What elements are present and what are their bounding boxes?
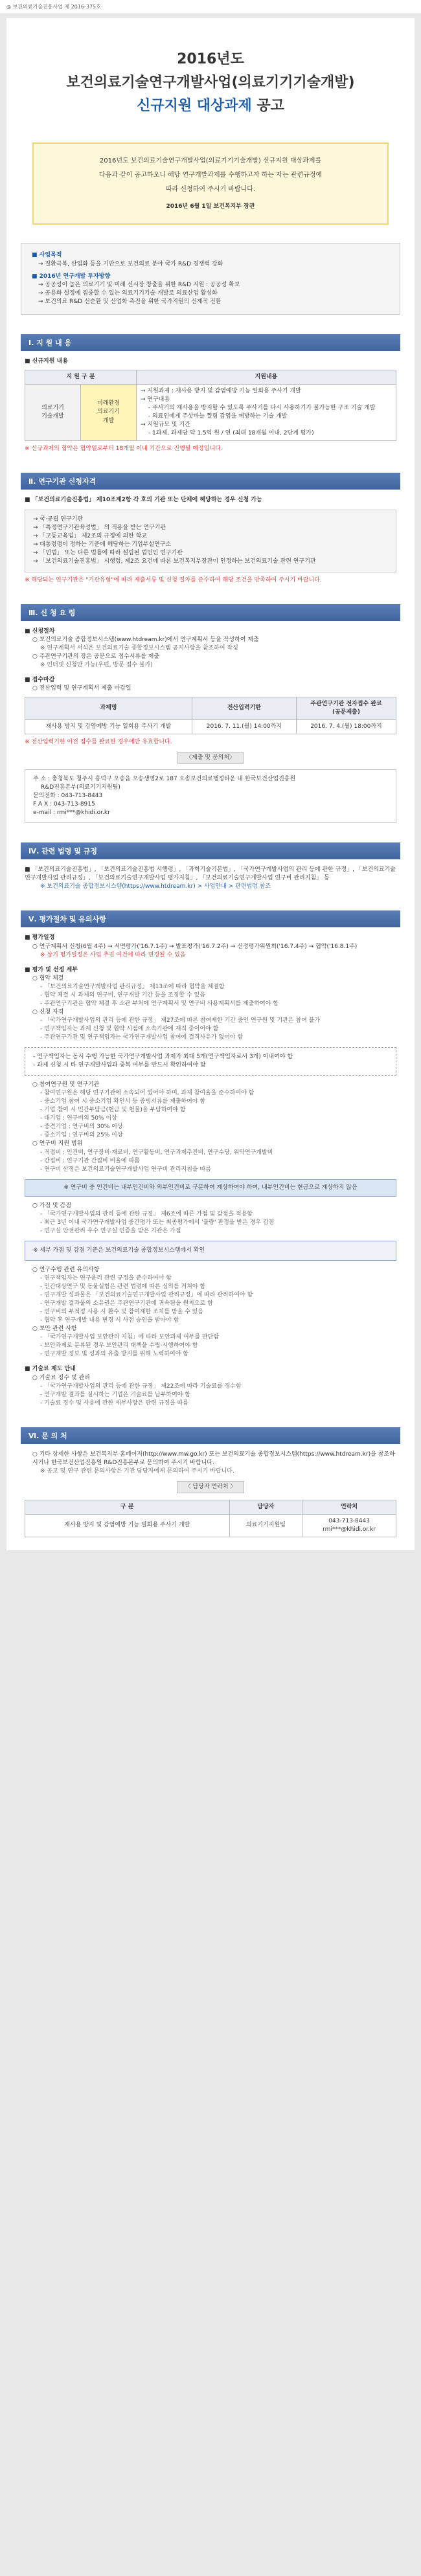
intro-line: 2016년도 보건의료기술연구개발사업(의료기기기술개발) 신규지원 대상과제를 [99,157,322,164]
list-detail: - 연구개발 정보 및 성과의 유출 방지를 위해 노력하여야 함 [40,1351,188,1358]
section-header: Ⅴ. 평가절차 및 유의사항 [21,910,400,927]
dashed-note-box [25,1047,396,1076]
list-item: ○ 보안 관련 사항 [32,1326,77,1333]
table-header: 담당자 [229,1500,302,1514]
title-line-2 [26,96,395,117]
list-detail: - 중견기업 : 연구비의 30% 이상 [40,1124,123,1131]
list-note: ※ 연구계획서 서식은 보건의료기술 종합정보시스템 공지사항을 참조하여 작성 [40,644,238,651]
note: ※ 해당되는 연구기관은 "기관유형"에 따라 제출서류 및 신청 절차를 준수하여 해당 조건을 만족하여 주시기 바랍니다. [25,576,322,583]
title-line-1: 보건의료기술연구개발사업(의료기기기술개발) [66,74,355,91]
table-cell: 의료기기지원팀 [229,1514,302,1537]
subheading: ■ 기술료 제도 안내 [25,1366,76,1373]
list-detail: - 협약 후 연구개발 내용 변경 시 사전 승인을 받아야 함 [40,1317,179,1324]
note: ※ 전산입력기한 이전 접수를 완료한 경우에만 유효합니다. [25,739,172,746]
list-item: → 「고등교육법」 제2조의 규정에 의한 학교 [33,533,147,540]
list-note: ※ 인터넷 신청만 가능(우편, 방문 접수 불가) [40,661,153,668]
list-detail: - 연구책임자는 과제 신청 및 협약 시점에 소속기관에 재직 중이어야 함 [40,1025,219,1032]
table-header: 전산입력기한 [192,697,296,719]
list-item: ○ 신청 자격 [32,1008,64,1015]
eligibility-box [25,510,396,572]
title-block [6,18,415,130]
list-item: ○ 협약 체결 [32,975,64,982]
list-detail: - 기업 참여 시 민간부담금(현금 및 현물)을 부담하여야 함 [40,1107,186,1114]
contact-pill: 〈제출 및 문의처〉 [177,752,244,764]
list-detail: - 협약 체결 시 과제의 연구비, 연구개발 기간 등을 조정할 수 있음 [40,991,205,999]
list-detail: - 인간대상연구 및 동물실험은 관련 법령에 따른 심의를 거쳐야 함 [40,1283,206,1291]
contact-pill: 〈 담당자 연락처 〉 [177,1481,245,1493]
list-detail: - 연구개발 결과물의 소유권은 주관연구기관에 귀속됨을 원칙으로 함 [40,1300,213,1307]
title-rest: 공고 [251,97,284,114]
fax-line: F A X : 043-713-8915 [33,801,95,808]
document-header: ◎ 보건의료기술진흥사업 제 2016-375호 [0,0,421,14]
subheading: ■ 신규지원 내용 [25,357,68,365]
list-detail: - 연구개발 결과를 실시하는 기업은 기술료를 납부하여야 함 [40,1391,190,1398]
list-detail: - 「국가연구개발사업의 관리 등에 관한 규정」 제6조에 따른 가점 및 감점을 적용함 [40,1210,253,1217]
subheading: ■ 「보건의료기술진흥법」 제10조제2항 각 호의 기관 또는 단체에 해당하는 경우 신청 가능 [25,497,262,504]
email-line: e-mail : rmi***@khidi.or.kr [33,809,110,817]
list-item: ○ 참여연구원 및 연구기관 [32,1081,100,1089]
address-box [25,769,396,823]
list-item: ○ 연구비 지원 범위 [32,1140,83,1147]
table-cell: 2016. 7. 11.(월) 14:00까지 [192,719,296,734]
dashed-note-line: - 연구책임자는 동시 수행 가능한 국가연구개발사업 과제가 최대 5개(연구책임자로서 3개) 이내여야 함 [33,1054,293,1061]
list-detail: - 주관연구기관은 협약 체결 후 소관 부처에 연구계획서 및 연구비 사용계획서를 제출하여야 함 [40,1000,279,1007]
deadline-table [25,697,396,734]
list-item: → 국·공립 연구기관 [33,516,83,523]
detail-line: → 지원과제 : 재사용 방지 및 감염예방 기능 일회용 주사기 개발 [140,387,301,394]
table-header: 지원내용 [136,370,396,384]
list-item: ○ 주관연구기관의 장은 공문으로 접수서류를 제출 [32,653,160,660]
list-detail: - 「국가연구개발사업 보안관리 지침」에 따라 보안과제 여부를 판단함 [40,1334,220,1341]
table-cell: 043-713-8443 rmi***@khidi.or.kr [302,1514,396,1537]
list-detail: - 최근 3년 이내 국가연구개발사업 중간평가 또는 최종평가에서 '불량' 판정을 받은 경우 감점 [40,1219,275,1226]
detail-line: → 지원규모 및 기간 [140,422,190,429]
table-header: 과제명 [25,697,192,719]
list-detail: - 주관연구기관 및 연구책임자는 국가연구개발사업 참여에 결격사유가 없어야 함 [40,1034,244,1041]
list-item: ○ 전산입력 및 연구계획서 제출 마감일 [32,684,131,692]
intro-box [32,142,389,225]
contact-table [25,1500,396,1537]
subheading: ■ 접수마감 [25,676,55,683]
table-cell: 2016. 7. 4.(월) 18:00까지 [296,719,396,734]
list-detail: - 참여연구원은 해당 연구기관에 소속되어 있어야 하며, 과제 참여율을 준수하여야 함 [40,1090,255,1097]
table-cell: 재사용 방지 및 감염예방 기능 일회용 주사기 개발 [25,1514,230,1537]
intro-date: 2016년 6월 1일 보건복지부 장관 [166,203,255,210]
list-detail: - 대기업 : 연구비의 50% 이상 [40,1115,117,1122]
summary-line: → 공용화 설정에 집중할 수 있는 의료기기기술 개발로 의료산업 활성화 [38,289,218,297]
section-contact [21,1427,400,1550]
table-cell: 재사용 방지 및 감염예방 기능 일회용 주사기 개발 [25,719,192,734]
section-header: Ⅳ. 관련 법령 및 규정 [21,842,400,859]
subheading: ■ 신청절차 [25,627,55,635]
support-table [25,370,396,441]
list-detail: - 중소기업 : 연구비의 25% 이상 [40,1132,123,1139]
list-item: → 「보건의료기술진흥법」 시행령, 제2조 요건에 따른 보건복지부장관이 인정하는 보건의료기술 관련 연구기관 [33,558,316,565]
list-item: → 「민법」 또는 다른 법률에 따라 설립된 법인인 연구기관 [33,550,183,557]
section-application [21,604,400,824]
list-detail: - 연구비 산정은 보건의료기술연구개발사업 연구비 관리지침을 따름 [40,1166,211,1173]
subcategory-cell: 미래환경 의료기기 개발 [80,384,136,440]
section-evaluation [21,910,400,1407]
regulations-note: ※ 보건의료기술 종합정보시스템(https://www.htdream.kr) > 사업안내 > 관련법령 참조 [40,883,271,890]
subheading: ■ 평가 및 선정 세부 [25,966,78,973]
contact-note: ※ 공고 및 연구 관련 문의사항은 기관 담당자에게 문의하여 주시기 바랍니다. [40,1467,234,1474]
subheading: ■ 평가일정 [25,934,55,942]
list-detail: - 기술료 징수 및 사용에 관한 세부사항은 관련 규정을 따름 [40,1399,188,1407]
section-support [21,334,400,453]
list-detail: - 「국가연구개발사업의 관리 등에 관한 규정」 제27조에 따른 참여제한 기간 중인 연구원 및 기관은 참여 불가 [40,1017,321,1024]
highlight-note-box: ※ 연구비 중 인건비는 내부인건비와 외부인건비로 구분하여 계상하여야 하며, 내부인건비는 현금으로 계상하지 않음 [25,1179,396,1197]
table-header: 연락처 [302,1500,396,1514]
table-header: 구 분 [25,1500,230,1514]
dashed-note-line: - 과제 신청 시 타 연구개발사업과 중복 여부를 반드시 확인하여야 함 [33,1062,206,1069]
info-note-box: ※ 세부 가점 및 감점 기준은 보건의료기술 종합정보시스템에서 확인 [25,1241,396,1261]
address-line: 주 소 : 충청북도 청주시 흥덕구 오송읍 오송생명2로 187 오송보건의료행정타운 내 한국보건산업진흥원 [33,776,296,783]
section-eligibility [21,473,400,584]
list-item: ○ 연구계획서 신청(6월 4주) → 서면평가('16.7.1주) → 발표평가('16.7.2주) → 선정평가위원회('16.7.4주) → 협약('16.8.1주) [32,943,358,950]
summary-box [21,243,400,314]
list-detail: - 직접비 : 인건비, 연구장비·재료비, 연구활동비, 연구과제추진비, 연구수당, 위탁연구개발비 [40,1149,273,1156]
list-detail: - 연구개발 성과물은 「보건의료기술연구개발사업 관리규정」에 따라 관리하여야 함 [40,1292,253,1299]
note: ※ 신규과제의 협약은 협약일로부터 18개월 이내 기간으로 진행될 예정입니다. [25,446,223,453]
section-regulations [21,842,400,891]
contact-text: ○ 기타 상세한 사항은 보건복지부 홈페이지(http://www.mw.go.kr) 또는 보건의료기술 종합정보시스템(https://www.htdream.kr)을 참조하시거나 한국보건산업진흥원 R&D진흥본부로 문의하여 주시기 바랍니다. [32,1451,395,1466]
list-note: ※ 상기 평가일정은 사업 추진 여건에 따라 변경될 수 있음 [40,951,186,958]
list-detail: - 연구비의 부적정 사용 시 환수 및 참여제한 조치를 받을 수 있음 [40,1309,204,1316]
list-detail: - 연구실 안전관리 우수 연구실 인증을 받은 기관은 가점 [40,1227,181,1234]
title-accent: 신규지원 대상과제 [137,97,252,114]
notice-document [6,18,415,1550]
intro-line: 따라 신청하여 주시기 바랍니다. [165,185,256,193]
title-year: 2016년도 [177,51,244,67]
intro-line: 다음과 같이 공고하오니 해당 연구개발과제를 수행하고자 하는 자는 관련규정에 [98,171,323,179]
list-detail: - 「보건의료기술연구개발사업 관리규정」 제13조에 따라 협약을 체결함 [40,983,225,990]
section-header: Ⅰ. 지 원 내 용 [21,334,400,351]
list-item: ○ 보건의료기술 종합정보시스템(www.htdream.kr)에서 연구계획서 등을 작성하여 제출 [32,636,259,643]
list-detail: - 연구책임자는 연구윤리 관련 규정을 준수하여야 함 [40,1274,172,1282]
summary-heading: ■ 2016년 연구개발 투자방향 [32,273,111,280]
list-detail: - 간접비 : 연구기관 간접비 비율에 따름 [40,1157,140,1164]
summary-heading: ■ 사업목적 [32,252,62,259]
regulations-text: ■ 「보건의료기술진흥법」, 「보건의료기술진흥법 시행령」, 「과학기술기본법」, 「국가연구개발사업의 관리 등에 관한 규정」, 「보건의료기술연구개발사업 관리규정」, 「보건의료기술연구개발사업 평가지침」, 「보건의료기술연구개발사업 연구비 관리지침」 등 [25,866,396,882]
list-item: ○ 기술료 징수 및 관리 [32,1374,90,1381]
summary-line: → 질환극복, 산업화 등을 기반으로 보건의료 분야 국가 R&D 경쟁력 강화 [38,260,223,267]
address-line: R&D진흥본부(의료기기지원팀) [41,784,120,791]
list-item: → 대통령령이 정하는 기준에 해당하는 기업부설연구소 [33,541,172,548]
list-detail: - 보안과제로 분류된 경우 보안관리 대책을 수립·시행하여야 함 [40,1342,198,1350]
detail-line: - 주사기의 재사용을 방지할 수 있도록 주사기를 다시 사용하기가 불가능한 구조 기술 개발 [148,404,376,411]
list-item: ○ 연구수행 관련 유의사항 [32,1266,100,1273]
table-header: 지 원 구 분 [25,370,137,384]
section-header: Ⅲ. 신 청 요 령 [21,604,400,621]
list-detail: - 「국가연구개발사업의 관리 등에 관한 규정」 제22조에 따라 기술료를 징수함 [40,1383,242,1390]
summary-line: → 보건의료 R&D 선순환 및 산업화 촉진을 위한 국가지원의 선제적 전환 [38,298,222,305]
list-item: ○ 가점 및 감점 [32,1202,71,1209]
detail-line: → 연구내용 [140,396,170,403]
category-cell: 의료기기 기술개발 [25,384,81,440]
list-detail: - 중소기업 참여 시 중소기업 확인서 등 증빙서류를 제출하여야 함 [40,1098,206,1105]
support-detail-cell [136,384,396,440]
table-header: 주관연구기관 전자접수 완료 (공문제출) [296,697,396,719]
detail-line: - 1과제, 과제당 약 1.5억 원 / 연 (최대 18개월 이내, 2단계 평가) [148,430,314,437]
detail-line: - 의료인에게 주삿바늘 찔림 감염을 예방하는 기술 개발 [148,412,288,420]
summary-line: → 공공성이 높은 의료기기 및 미래 신시장 창출을 위한 R&D 지원 : 공공성 확보 [38,281,240,288]
section-header: Ⅵ. 문 의 처 [21,1427,400,1444]
section-header: Ⅱ. 연구기관 신청자격 [21,473,400,490]
phone-line: 문의전화 : 043-713-8443 [33,793,103,800]
list-item: → 「특정연구기관육성법」 의 적용을 받는 연구기관 [33,525,166,532]
